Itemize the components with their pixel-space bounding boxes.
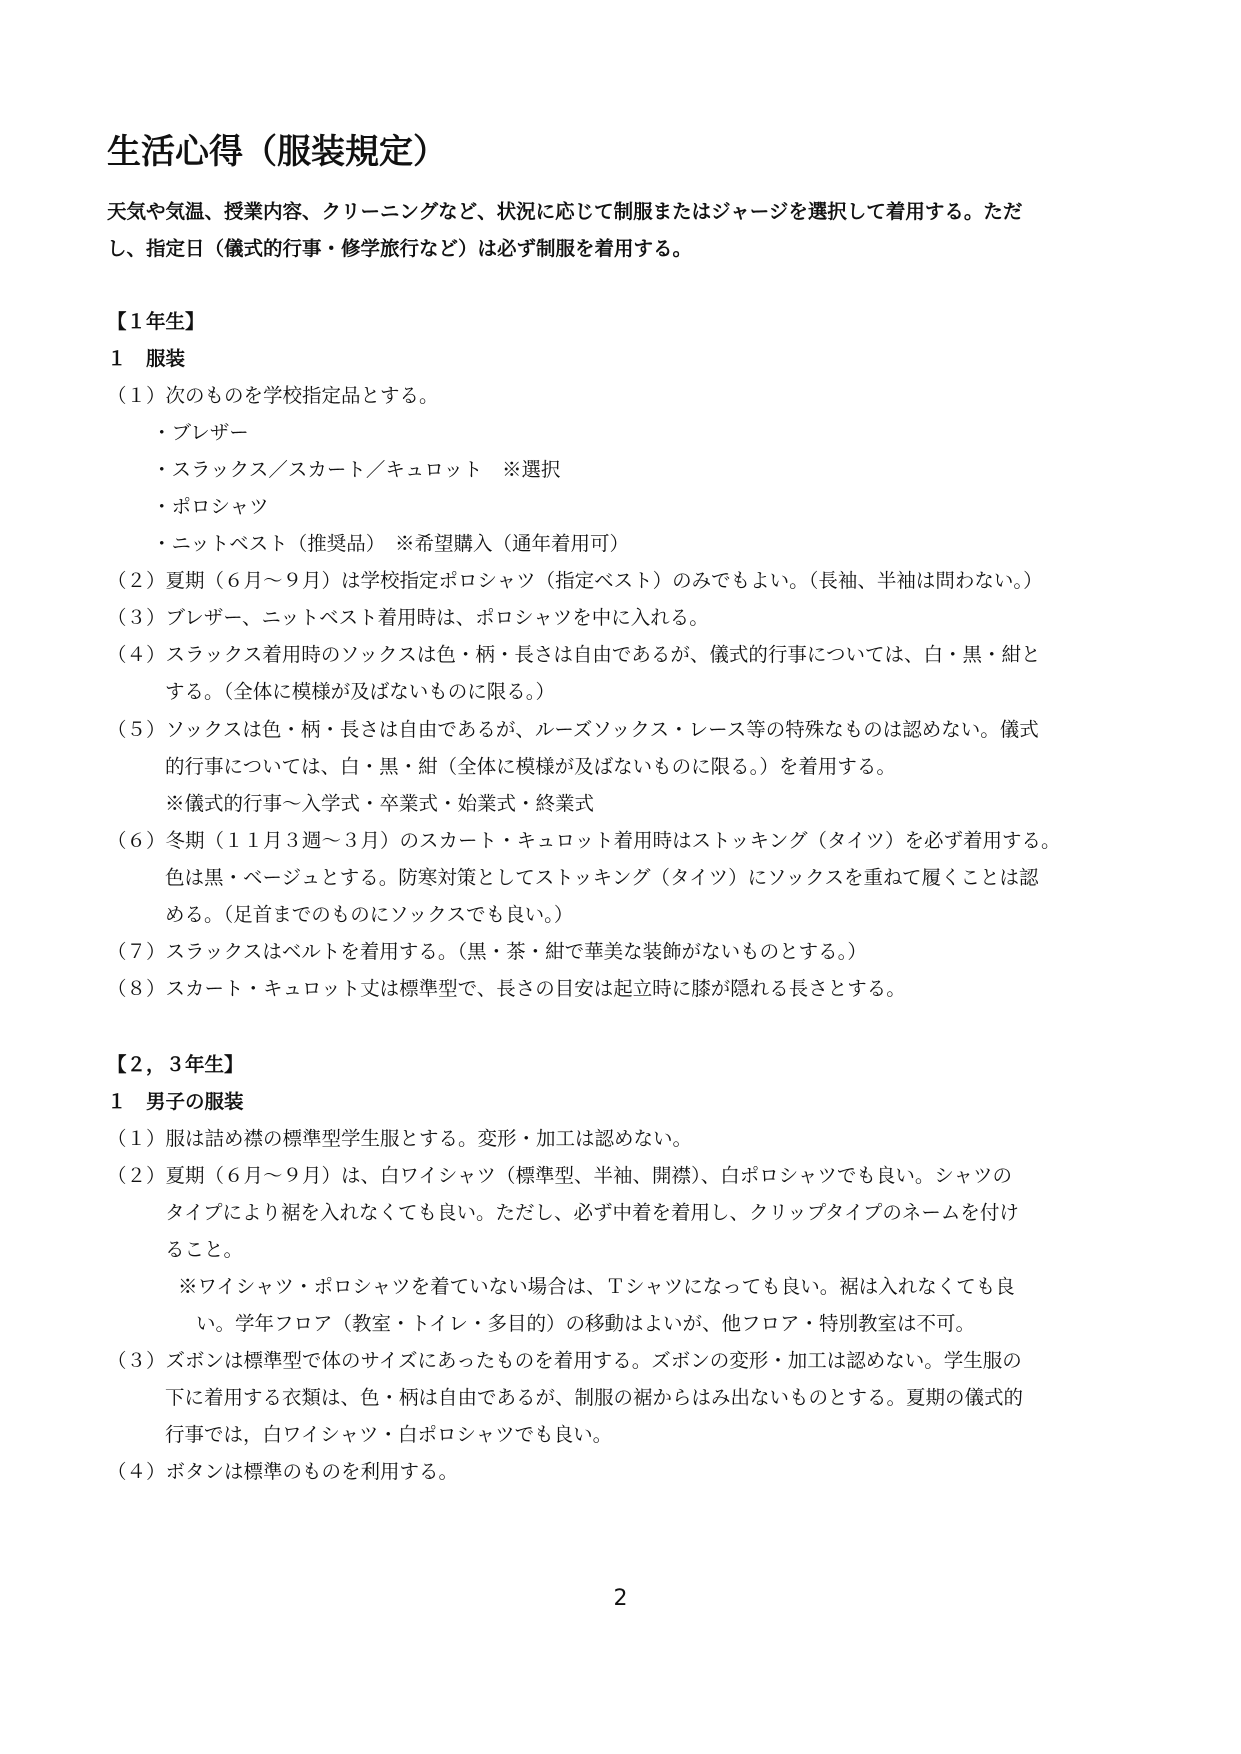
grade1-item-6: （６）冬期（１１月３週～３月）のスカート・キュロット着用時はストッキング（タイツ）を必ず着用する。	[107, 829, 1061, 852]
grade1-item-7: （７）スラックスはベルトを着用する。（黒・茶・紺で華美な装飾がないものとする。）	[107, 940, 867, 963]
page-title: 生活心得（服装規定）	[107, 132, 447, 172]
grade23-heading: 【２，３年生】	[107, 1053, 244, 1076]
grade1-item-2: （２）夏期（６月～９月）は学校指定ポロシャツ（指定ベスト）のみでもよい。（長袖、半袖は問わない。）	[107, 569, 1043, 592]
grade23-item-4: （４）ボタンは標準のものを利用する。	[107, 1460, 459, 1483]
grade1-bullet-polo: ・ポロシャツ	[152, 495, 269, 518]
grade1-bullet-blazer: ・ブレザー	[152, 421, 249, 444]
grade23-item-3-cont2: 行事では，白ワイシャツ・白ポロシャツでも良い。	[165, 1423, 613, 1446]
grade23-item-2-note-cont: い。学年フロア（教室・トイレ・多目的）の移動はよいが、他フロア・特別教室は不可。	[196, 1312, 976, 1335]
grade1-item-1: （１）次のものを学校指定品とする。	[107, 384, 439, 407]
intro-line: し、指定日（儀式的行事・修学旅行など）は必ず制服を着用する。	[107, 237, 693, 260]
grade23-item-2-cont2: ること。	[165, 1238, 244, 1261]
grade23-item-3-cont: 下に着用する衣類は、色・柄は自由であるが、制服の裾からはみ出ないものとする。夏期の儀式的	[165, 1386, 1024, 1409]
grade1-item-8: （８）スカート・キュロット丈は標準型で、長さの目安は起立時に膝が隠れる長さとする。	[107, 977, 906, 1000]
grade1-section-title: １ 服装	[107, 347, 186, 370]
grade1-item-6-cont: 色は黒・ベージュとする。防寒対策としてストッキング（タイツ）にソックスを重ねて履くことは認	[165, 866, 1039, 889]
grade1-bullet-bottoms: ・スラックス／スカート／キュロット ※選択	[152, 458, 561, 481]
grade1-item-5: （５）ソックスは色・柄・長さは自由であるが、ルーズソックス・レース等の特殊なものは認めない。儀式	[107, 718, 1039, 741]
grade1-item-5-cont: 的行事については、白・黒・紺（全体に模様が及ばないものに限る。）を着用する。	[165, 755, 896, 778]
grade23-section-title: １ 男子の服装	[107, 1090, 244, 1113]
grade23-item-2: （２）夏期（６月～９月）は、白ワイシャツ（標準型、半袖、開襟）、白ポロシャツでも良い。シャツの	[107, 1164, 1012, 1187]
grade1-item-5-note: ※儀式的行事～入学式・卒業式・始業式・終業式	[165, 792, 595, 815]
grade1-item-4-cont: する。（全体に模様が及ばないものに限る。）	[165, 680, 556, 703]
grade1-heading: 【１年生】	[107, 310, 205, 333]
grade1-item-4: （４）スラックス着用時のソックスは色・柄・長さは自由であるが、儀式的行事については、白・黒・紺と	[107, 643, 1041, 666]
grade1-item-3: （３）ブレザー、ニットベスト着用時は、ポロシャツを中に入れる。	[107, 606, 709, 629]
grade23-item-2-note: ※ワイシャツ・ポロシャツを着ていない場合は、Ｔシャツになっても良い。裾は入れなくても良	[178, 1275, 1015, 1298]
grade23-item-3: （３）ズボンは標準型で体のサイズにあったものを着用する。ズボンの変形・加工は認めない。学生服の	[107, 1349, 1022, 1372]
page-number: 2	[613, 1586, 628, 1611]
intro-paragraph	[107, 193, 1157, 267]
grade23-item-2-cont: タイプにより裾を入れなくても良い。ただし、必ず中着を着用し、クリップタイプのネームを付け	[165, 1201, 1019, 1224]
grade1-bullet-knit-vest: ・ニットベスト（推奨品） ※希望購入（通年着用可）	[152, 532, 629, 555]
intro-line: 天気や気温、授業内容、クリーニングなど、状況に応じて制服またはジャージを選択して着用する。ただ	[107, 200, 1023, 223]
grade23-item-1: （１）服は詰め襟の標準型学生服とする。変形・加工は認めない。	[107, 1127, 693, 1150]
grade1-item-6-cont2: める。（足首までのものにソックスでも良い。）	[165, 903, 574, 926]
